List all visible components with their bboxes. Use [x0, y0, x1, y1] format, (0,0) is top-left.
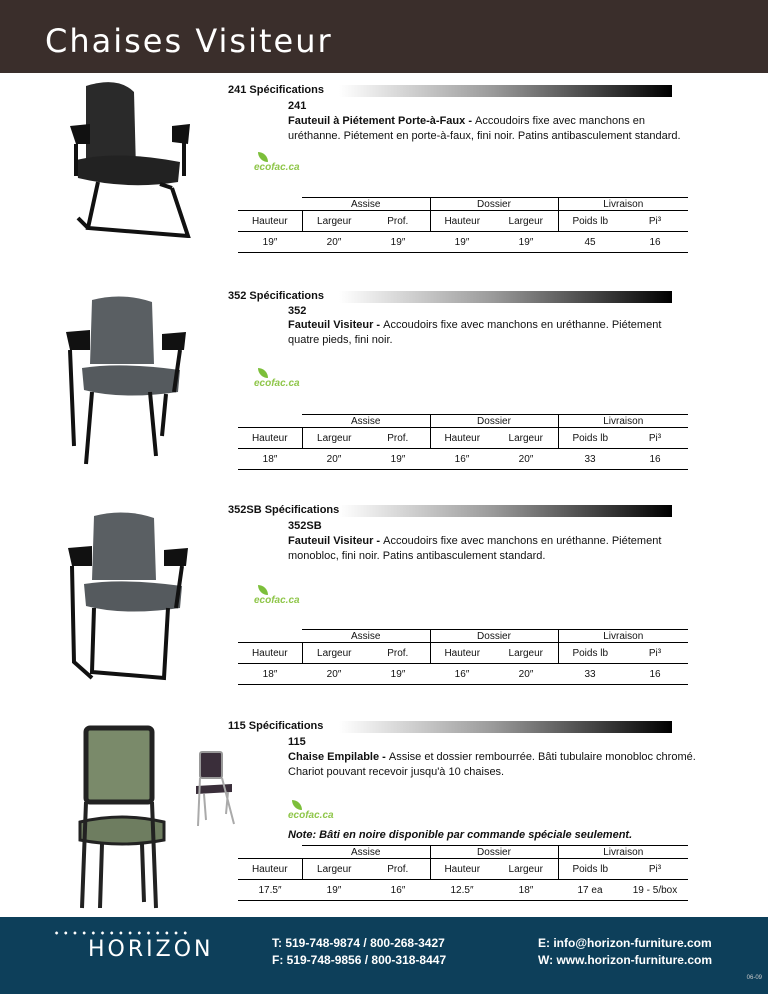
table-cell: Pi³	[622, 643, 688, 664]
brand-dots	[52, 930, 190, 936]
table-cell: Livraison	[558, 630, 688, 643]
fax-number: F: 519-748-9856 / 800-318-8447	[272, 953, 447, 967]
product-details: Assise et dossier rembourrée. Bâti tubulaire monobloc chromé. Chariot pouvant recevoir jusqu'à 10 chaises.	[288, 751, 696, 778]
table-cell: Pi³	[622, 428, 688, 449]
product-name: Fauteuil Visiteur -	[288, 319, 384, 331]
model-number: 352	[288, 305, 307, 317]
chair-115-image	[72, 722, 172, 912]
table-cell: Largeur	[494, 643, 558, 664]
page-footer	[0, 917, 768, 994]
table-cell: 19 - 5/box	[622, 880, 688, 901]
product-details: Accoudoirs fixe avec manchons en uréthanne. Piétement monobloc, fini noir. Patins antibasculement standard.	[288, 535, 662, 562]
table-cell: Largeur	[494, 211, 558, 232]
table-cell: 18″	[494, 880, 558, 901]
table-cell: Pi³	[622, 859, 688, 880]
product-name: Fauteuil Visiteur -	[288, 535, 384, 547]
product-details: Accoudoirs fixe avec manchons en uréthanne. Piétement quatre pieds, fini noir.	[288, 319, 662, 346]
table-cell: Dossier	[430, 198, 558, 211]
product-description	[288, 318, 688, 348]
chair-352-image	[62, 296, 192, 466]
leaf-icon	[258, 368, 268, 378]
table-cell: Dossier	[430, 846, 558, 859]
table-cell: Hauteur	[238, 428, 302, 449]
spec-title: 352SB Spécifications	[228, 504, 340, 516]
table-cell: 12.5″	[430, 880, 494, 901]
availability-note: Note: Bâti en noire disponible par commande spéciale seulement.	[288, 829, 633, 841]
page-number: 06-09	[746, 975, 762, 981]
table-cell: 18″	[238, 449, 302, 470]
table-cell: 16	[622, 449, 688, 470]
table-cell: 19″	[366, 664, 430, 685]
table-cell: Largeur	[302, 428, 366, 449]
table-cell: 17 ea	[558, 880, 622, 901]
phone-contact	[272, 935, 446, 969]
table-cell: Prof.	[366, 643, 430, 664]
table-cell: Poids lb	[558, 211, 622, 232]
ecofac-logo-text: ecofac.ca	[254, 162, 300, 173]
table-cell: Assise	[302, 198, 430, 211]
brand-logo: HORIZON	[88, 937, 214, 962]
table-cell: Hauteur	[238, 643, 302, 664]
table-cell: 33	[558, 449, 622, 470]
table-cell: 19″	[494, 232, 558, 253]
ecofac-logo	[254, 585, 304, 611]
email-link[interactable]: E: info@horizon-furniture.com	[538, 936, 712, 950]
phone-number: T: 519-748-9874 / 800-268-3427	[272, 936, 445, 950]
table-cell: Poids lb	[558, 643, 622, 664]
table-cell: 20″	[302, 232, 366, 253]
table-cell: Hauteur	[430, 211, 494, 232]
ecofac-logo-text: ecofac.ca	[254, 595, 300, 606]
ecofac-logo-text: ecofac.ca	[288, 810, 334, 821]
spec-table	[238, 414, 688, 470]
table-cell: Dossier	[430, 415, 558, 428]
table-cell	[238, 846, 302, 859]
page-header	[0, 0, 768, 73]
table-cell: Hauteur	[430, 643, 494, 664]
product-description	[288, 114, 688, 144]
table-cell	[238, 415, 302, 428]
table-cell: 20″	[302, 664, 366, 685]
table-cell	[238, 630, 302, 643]
table-cell: 19″	[302, 880, 366, 901]
table-cell: 19″	[366, 449, 430, 470]
spec-title: 352 Spécifications	[228, 290, 324, 302]
table-cell: 33	[558, 664, 622, 685]
table-cell: 19″	[366, 232, 430, 253]
table-cell: Poids lb	[558, 859, 622, 880]
table-cell: Hauteur	[430, 428, 494, 449]
table-cell: 16	[622, 664, 688, 685]
model-number: 115	[288, 736, 306, 748]
table-cell: Livraison	[558, 846, 688, 859]
leaf-icon	[292, 800, 302, 810]
table-cell: Prof.	[366, 211, 430, 232]
product-details: Accoudoirs fixe avec manchons en uréthanne. Piétement en porte-à-faux, fini noir. Patins antibasculement standard.	[288, 115, 681, 142]
table-cell: 16″	[430, 664, 494, 685]
product-name: Fauteuil à Piétement Porte-à-Faux -	[288, 115, 476, 127]
chair-241-image	[68, 78, 198, 238]
table-cell: Assise	[302, 846, 430, 859]
table-cell: 20″	[302, 449, 366, 470]
ecofac-logo-text: ecofac.ca	[254, 378, 300, 389]
table-cell	[238, 198, 302, 211]
table-cell: Hauteur	[238, 859, 302, 880]
table-cell: Assise	[302, 415, 430, 428]
table-cell: Hauteur	[430, 859, 494, 880]
table-cell: Prof.	[366, 859, 430, 880]
table-cell: 19″	[238, 232, 302, 253]
product-description	[288, 750, 708, 780]
model-number: 241	[288, 100, 307, 112]
table-cell: Largeur	[494, 859, 558, 880]
table-cell: 16″	[366, 880, 430, 901]
table-cell: 20″	[494, 449, 558, 470]
ecofac-logo	[288, 800, 338, 826]
product-name: Chaise Empilable -	[288, 751, 389, 763]
table-cell: 20″	[494, 664, 558, 685]
table-cell: 18″	[238, 664, 302, 685]
table-cell: Hauteur	[238, 211, 302, 232]
model-number: 352SB	[288, 520, 322, 532]
table-cell: Largeur	[494, 428, 558, 449]
ecofac-logo	[254, 152, 304, 178]
chair-115-stack-image	[190, 750, 240, 830]
table-cell: Largeur	[302, 211, 366, 232]
table-cell: Poids lb	[558, 428, 622, 449]
table-cell: 17.5″	[238, 880, 302, 901]
spec-table	[238, 629, 688, 685]
page-title: Chaises Visiteur	[45, 22, 333, 60]
table-cell: Dossier	[430, 630, 558, 643]
table-cell: Pi³	[622, 211, 688, 232]
spec-title: 241 Spécifications	[228, 84, 324, 96]
table-cell: 45	[558, 232, 622, 253]
leaf-icon	[258, 585, 268, 595]
chair-352sb-image	[64, 512, 194, 682]
table-cell: Prof.	[366, 428, 430, 449]
table-cell: Livraison	[558, 415, 688, 428]
web-contact	[538, 935, 712, 969]
table-cell: Largeur	[302, 643, 366, 664]
spec-title: 115 Spécifications	[228, 720, 324, 732]
ecofac-logo	[254, 368, 304, 394]
table-cell: 16″	[430, 449, 494, 470]
table-cell: 16	[622, 232, 688, 253]
product-description	[288, 534, 688, 564]
website-link[interactable]: W: www.horizon-furniture.com	[538, 953, 712, 967]
table-cell: Largeur	[302, 859, 366, 880]
table-cell: Livraison	[558, 198, 688, 211]
spec-table	[238, 197, 688, 253]
table-cell: 19″	[430, 232, 494, 253]
spec-table	[238, 845, 688, 901]
table-cell: Assise	[302, 630, 430, 643]
leaf-icon	[258, 152, 268, 162]
